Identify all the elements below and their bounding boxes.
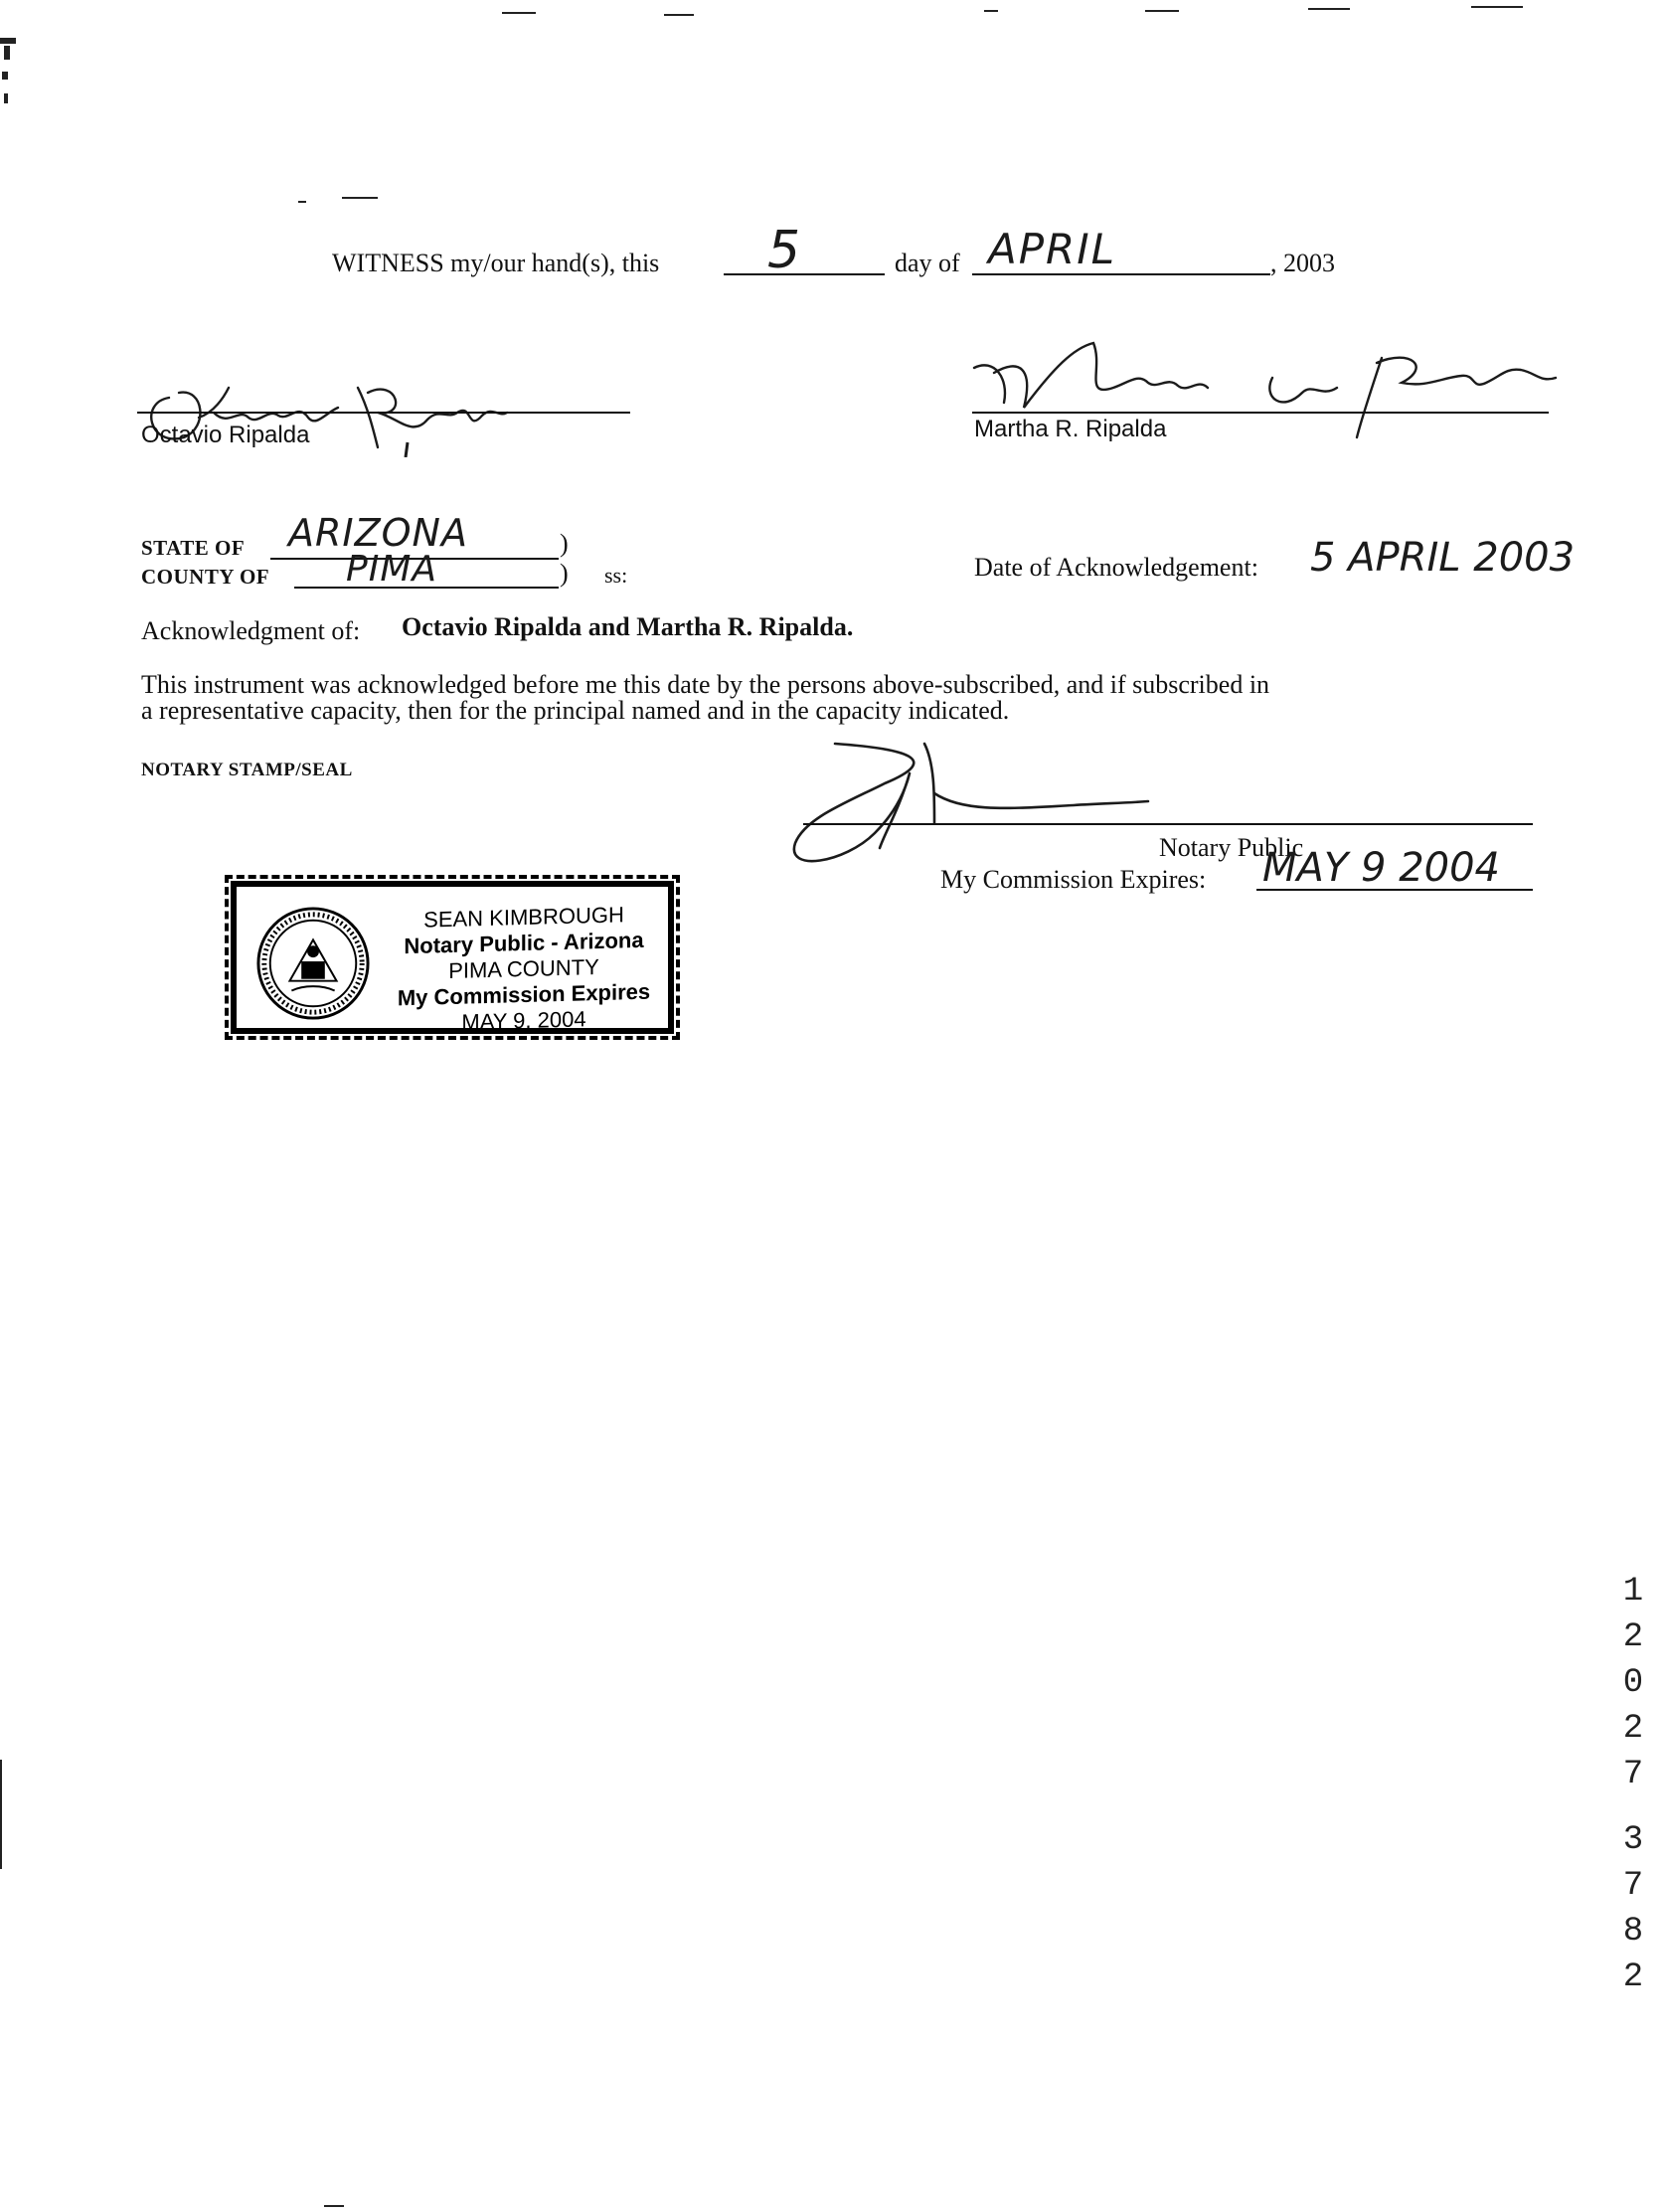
witness-year: , 2003	[1270, 249, 1335, 277]
state-label: STATE OF	[141, 536, 246, 560]
stamp-text	[392, 902, 656, 1038]
recording-digit: 0	[1622, 1664, 1644, 1702]
commission-value: MAY 9 2004	[1262, 845, 1500, 891]
state-value: ARIZONA	[288, 511, 468, 555]
scan-mark	[324, 2205, 344, 2207]
witness-month-line	[972, 273, 1270, 275]
signature-notary	[785, 724, 1223, 873]
notary-stamp	[225, 875, 680, 1040]
signer-name-martha: Martha R. Ripalda	[974, 416, 1167, 442]
scan-mark	[984, 10, 998, 12]
ack-of-value: Octavio Ripalda and Martha R. Ripalda.	[402, 612, 854, 641]
scan-mark	[0, 1760, 2, 1869]
witness-prefix: WITNESS my/our hand(s), this	[332, 249, 660, 277]
scan-mark	[502, 12, 536, 14]
county-value: PIMA	[346, 549, 438, 590]
ss-label: ss:	[604, 563, 628, 588]
notary-signature-line	[803, 823, 1533, 825]
stamp-name: SEAN KIMBROUGH	[423, 902, 624, 933]
witness-month-value: APRIL	[988, 225, 1117, 273]
recording-digit: 7	[1622, 1867, 1644, 1905]
scan-mark	[1471, 6, 1523, 8]
signature-line-martha	[972, 412, 1549, 414]
arizona-seal-icon	[254, 905, 372, 1022]
recording-digit: 3	[1622, 1821, 1644, 1859]
scan-mark	[298, 201, 306, 203]
witness-day-value: 5	[767, 221, 801, 280]
ack-body-line2: a representative capacity, then for the principal named and in the capacity indicated.	[141, 696, 1010, 725]
stamp-commission-date: MAY 9, 2004	[461, 1006, 586, 1035]
scan-mark	[4, 93, 8, 103]
stamp-county: PIMA COUNTY	[448, 954, 599, 983]
ack-date-value: 5 APRIL 2003	[1310, 535, 1576, 581]
scan-mark	[1308, 8, 1350, 10]
recording-digit-gap	[1618, 1797, 1648, 1817]
stamp-title: Notary Public - Arizona	[404, 927, 644, 959]
stamp-commission-label: My Commission Expires	[397, 978, 651, 1011]
commission-label: My Commission Expires:	[940, 865, 1207, 894]
state-brace: )	[560, 529, 569, 558]
scan-mark	[1145, 10, 1179, 12]
scan-mark	[4, 46, 10, 60]
witness-day-line	[724, 273, 885, 275]
county-brace: )	[560, 559, 569, 588]
ack-body-line1: This instrument was acknowledged before me this date by the persons above-subscribed, and if subscribed in	[141, 670, 1270, 699]
notary-stamp-inner	[243, 893, 662, 1035]
recording-digit: 7	[1622, 1756, 1644, 1793]
signature-line-octavio	[137, 412, 630, 414]
recording-digit: 1	[1622, 1573, 1644, 1611]
witness-day-label: day of	[895, 249, 960, 277]
county-label: COUNTY OF	[141, 565, 270, 589]
recording-digit: 2	[1622, 1618, 1644, 1656]
scan-mark	[0, 38, 16, 44]
scan-mark	[342, 197, 378, 199]
scan-mark	[2, 72, 8, 80]
ack-of-label: Acknowledgment of:	[141, 616, 361, 645]
notary-title: Notary Public	[1159, 833, 1304, 862]
recording-digit: 2	[1622, 1958, 1644, 1996]
recording-digit: 2	[1622, 1710, 1644, 1748]
recording-digit: 8	[1622, 1913, 1644, 1951]
notary-stamp-heading: NOTARY STAMP/SEAL	[141, 760, 353, 780]
scan-mark	[664, 14, 694, 16]
recording-number	[1618, 1569, 1648, 2000]
signer-name-octavio: Octavio Ripalda	[141, 422, 310, 448]
ack-date-label: Date of Acknowledgement:	[974, 553, 1258, 582]
